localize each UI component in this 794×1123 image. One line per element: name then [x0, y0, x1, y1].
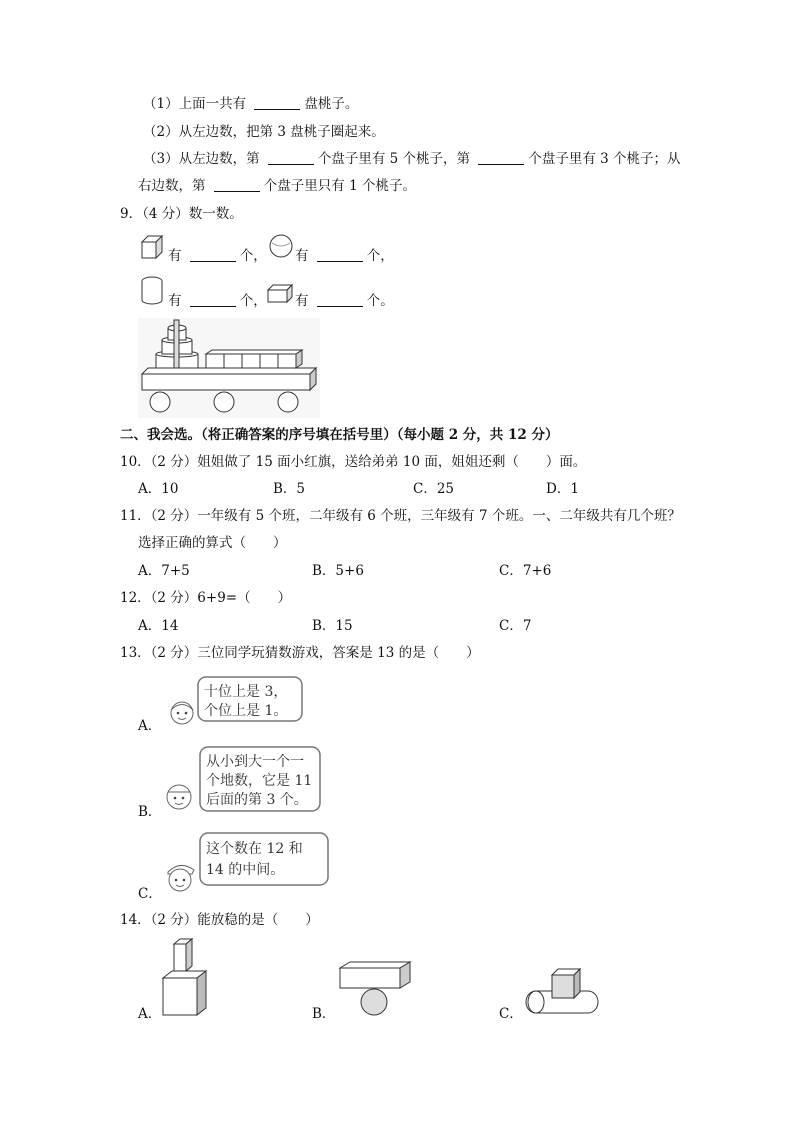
- cuboid-icon: [266, 284, 294, 304]
- q8-line1-post: 盘桃子。: [304, 96, 359, 112]
- child-face-icon: [166, 697, 198, 729]
- q14-option-c[interactable]: C．: [499, 1006, 523, 1022]
- cuboid-on-ball-figure: [336, 958, 416, 1018]
- q10-option-a[interactable]: A．10: [138, 481, 179, 497]
- q9-row1-b: [295, 250, 394, 264]
- child-face-icon: [162, 780, 196, 814]
- q8-line2: （2）从左边数，把第 3 盘桃子圈起来。: [143, 124, 385, 140]
- q14-stem: 14．（2 分）能放稳的是（ ）: [120, 912, 319, 928]
- q8-line4-a: 右边数，第: [138, 178, 206, 194]
- q12-option-b[interactable]: B．15: [312, 618, 353, 634]
- q13-option-b[interactable]: B．: [138, 804, 162, 820]
- q11-stem2: 选择正确的算式（ ）: [138, 535, 287, 551]
- q11-option-b[interactable]: B．5+6: [312, 563, 364, 579]
- answer-blank[interactable]: [317, 261, 363, 262]
- answer-blank[interactable]: [190, 261, 236, 262]
- answer-blank[interactable]: [317, 306, 363, 307]
- q12-stem: 12．（2 分）6+9=（ ）: [120, 590, 292, 606]
- q11-option-c[interactable]: C．7+6: [499, 563, 552, 579]
- bubble-b-line2: 个地数，它是 11: [206, 773, 313, 789]
- q13-option-a[interactable]: A．: [138, 718, 162, 734]
- answer-blank[interactable]: [254, 109, 300, 110]
- q13-stem: 13．（2 分）三位同学玩猜数游戏，答案是 13 的是（ ）: [120, 645, 480, 661]
- answer-blank[interactable]: [214, 191, 260, 192]
- q11-option-a[interactable]: A．7+5: [138, 563, 190, 579]
- bubble-c-line1: 这个数在 12 和: [206, 841, 303, 857]
- q12-option-c[interactable]: C．7: [499, 618, 532, 634]
- cube-on-cylinder-figure: [522, 965, 604, 1021]
- q8-line3-b: 个盘子里有 5 个桃子，第: [317, 151, 471, 167]
- you-label: 有: [168, 248, 182, 264]
- bubble-a-line2: 个位上是 1。: [204, 703, 288, 719]
- q8-line3-a: （3）从左边数，第: [143, 151, 260, 167]
- block-train-figure: [138, 318, 320, 418]
- ge-label: 个，: [239, 248, 267, 264]
- bubble-c-line2: 14 的中间。: [206, 862, 285, 878]
- q9-row2-a: [168, 295, 267, 309]
- q10-stem: 10．（2 分）姐姐做了 15 面小红旗，送给弟弟 10 面，姐姐还剩（ ）面。: [120, 454, 587, 470]
- ge-label: 个，: [366, 248, 394, 264]
- answer-blank[interactable]: [190, 306, 236, 307]
- speech-bubble-c: [198, 831, 332, 887]
- sphere-icon: [268, 233, 294, 259]
- speech-bubble-a: [196, 675, 306, 723]
- answer-blank[interactable]: [268, 164, 314, 165]
- q8-line1: [143, 98, 358, 112]
- q10-option-d[interactable]: D．1: [546, 481, 579, 497]
- you-label: 有: [295, 248, 309, 264]
- bubble-a-line1: 十位上是 3，: [204, 684, 288, 700]
- cylinder-icon: [140, 276, 164, 306]
- q10-option-b[interactable]: B．5: [273, 481, 306, 497]
- q14-option-a[interactable]: A．: [138, 1006, 162, 1022]
- ge-label: 个，: [239, 293, 267, 309]
- q8-line1-pre: （1）上面一共有: [143, 96, 247, 112]
- q8-line4: [138, 180, 416, 194]
- q10-option-c[interactable]: C．25: [413, 481, 455, 497]
- ge-label: 个。: [366, 293, 394, 309]
- speech-bubble-b: [198, 745, 324, 813]
- q8-line4-b: 个盘子里只有 1 个桃子。: [263, 178, 416, 194]
- q9-row1-a: [168, 250, 267, 264]
- q9-title: 9．（4 分）数一数。: [120, 206, 243, 222]
- q11-stem: 11．（2 分）一年级有 5 个班，二年级有 6 个班，三年级有 7 个班。一、二年级共有几个班？: [120, 508, 681, 524]
- answer-blank[interactable]: [478, 164, 524, 165]
- q14-option-b[interactable]: B．: [312, 1006, 336, 1022]
- q12-option-a[interactable]: A．14: [138, 618, 179, 634]
- section2-title: 二、我会选。（将正确答案的序号填在括号里）（每小题 2 分，共 12 分）: [120, 427, 559, 443]
- q9-row2-b: [295, 295, 394, 309]
- you-label: 有: [168, 293, 182, 309]
- bubble-b-line1: 从小到大一个一: [206, 754, 304, 770]
- bubble-b-line3: 后面的第 3 个。: [206, 792, 308, 808]
- stacked-cuboids-figure: [160, 938, 212, 1018]
- cube-icon: [140, 234, 164, 260]
- you-label: 有: [295, 293, 309, 309]
- child-with-cap-icon: [160, 856, 200, 896]
- q8-line3-c: 个盘子里有 3 个桃子；从: [528, 151, 681, 167]
- q13-option-c[interactable]: C．: [138, 886, 162, 902]
- q8-line3: [143, 153, 681, 167]
